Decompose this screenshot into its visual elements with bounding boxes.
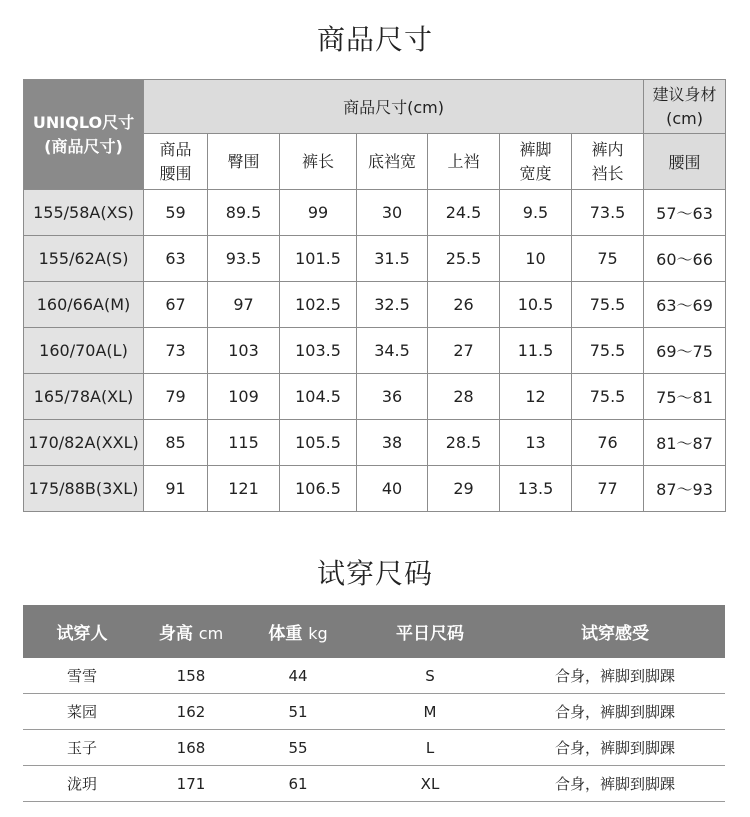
column-header-text: 裤内: [591, 139, 624, 159]
size-value-cell: 63～69: [644, 282, 726, 328]
size-value-cell: 75: [572, 236, 644, 282]
size-value-cell: 25.5: [428, 236, 500, 282]
size-value-cell: 103.5: [280, 328, 357, 374]
size-label-cell: 160/66A(M): [24, 282, 144, 328]
column-header: [208, 134, 280, 190]
size-value-cell: 27: [428, 328, 500, 374]
size-value-cell: 32.5: [357, 282, 428, 328]
column-header: [280, 134, 357, 190]
trial-cell-weight: 51: [288, 702, 308, 721]
size-value-cell: 75.5: [572, 374, 644, 420]
size-value-cell: 75.5: [572, 328, 644, 374]
size-value-cell: 77: [572, 466, 644, 512]
size-value-cell: 89.5: [208, 190, 280, 236]
size-value-cell: 57～63: [644, 190, 726, 236]
column-header-text: 臀围: [227, 151, 260, 171]
size-value-cell: 101.5: [280, 236, 357, 282]
size-row: [24, 190, 726, 236]
header-weight-label: 体重: [268, 624, 303, 644]
size-value-cell: 69～75: [644, 328, 726, 374]
header-height-unit: cm: [198, 624, 224, 643]
header-height: [141, 619, 241, 644]
size-value-cell: 81～87: [644, 420, 726, 466]
trial-cell-weight: 55: [288, 738, 308, 757]
trial-row: [23, 694, 725, 730]
trial-cell-feel: 合身，裤脚到脚踝: [554, 775, 675, 793]
brand-size-header: [24, 80, 144, 190]
size-value-cell: 63: [144, 236, 208, 282]
brand-size-header-line2: (商品尺寸): [44, 136, 123, 156]
size-value-cell: 109: [208, 374, 280, 420]
size-value-cell: 36: [357, 374, 428, 420]
size-value-cell: 28.5: [428, 420, 500, 466]
trial-cell-weight: 44: [288, 666, 308, 685]
size-label-cell: 175/88B(3XL): [24, 466, 144, 512]
trial-cell-size: S: [425, 666, 435, 685]
size-value-cell: 12: [500, 374, 572, 420]
header-fit-feeling: 试穿感受: [581, 624, 649, 644]
size-value-cell: 10.5: [500, 282, 572, 328]
size-value-cell: 104.5: [280, 374, 357, 420]
size-value-cell: 29: [428, 466, 500, 512]
size-value-cell: 30: [357, 190, 428, 236]
brand-size-header-line1: UNIQLO尺寸: [32, 112, 135, 132]
size-label-cell: 155/62A(S): [24, 236, 144, 282]
size-value-cell: 85: [144, 420, 208, 466]
header-usual-size: 平日尺码: [396, 624, 464, 644]
size-value-cell: 75.5: [572, 282, 644, 328]
trial-cell-person: 玉子: [66, 739, 97, 757]
trial-cell-size: XL: [420, 774, 440, 793]
size-value-cell: 75～81: [644, 374, 726, 420]
column-header-text: 腰围: [159, 163, 192, 183]
size-row: [24, 282, 726, 328]
column-header: [144, 134, 208, 190]
column-header-text: 上裆: [447, 151, 480, 171]
size-value-cell: 121: [208, 466, 280, 512]
trial-row: [23, 658, 725, 694]
size-value-cell: 67: [144, 282, 208, 328]
size-value-cell: 24.5: [428, 190, 500, 236]
size-value-cell: 93.5: [208, 236, 280, 282]
size-value-cell: 13: [500, 420, 572, 466]
size-label-cell: 155/58A(XS): [24, 190, 144, 236]
trial-row: [23, 730, 725, 766]
trial-cell-height: 171: [176, 774, 206, 793]
size-value-cell: 73: [144, 328, 208, 374]
size-value-cell: 76: [572, 420, 644, 466]
trial-cell-person: 菜园: [66, 703, 97, 721]
column-header-text: 裆长: [591, 163, 624, 183]
size-value-cell: 79: [144, 374, 208, 420]
size-value-cell: 103: [208, 328, 280, 374]
size-row: [24, 466, 726, 512]
size-value-cell: 60～66: [644, 236, 726, 282]
size-chart-table: [23, 79, 726, 512]
column-header: [428, 134, 500, 190]
size-value-cell: 38: [357, 420, 428, 466]
size-value-cell: 106.5: [280, 466, 357, 512]
size-value-cell: 91: [144, 466, 208, 512]
size-label-cell: 160/70A(L): [24, 328, 144, 374]
trial-size-title: 试穿尺码: [316, 557, 433, 590]
trial-cell-person: 泷玥: [66, 775, 97, 793]
size-value-cell: 11.5: [500, 328, 572, 374]
trial-table-header: [23, 605, 725, 658]
size-label-cell: 165/78A(XL): [24, 374, 144, 420]
size-value-cell: 73.5: [572, 190, 644, 236]
trial-row: [23, 766, 725, 802]
trial-cell-size: L: [425, 738, 435, 757]
header-height-label: 身高: [158, 624, 193, 644]
size-value-cell: 99: [280, 190, 357, 236]
column-header: [500, 134, 572, 190]
size-value-cell: 87～93: [644, 466, 726, 512]
size-value-cell: 31.5: [357, 236, 428, 282]
header-weight-unit: kg: [308, 624, 328, 643]
size-value-cell: 97: [208, 282, 280, 328]
trial-table: [23, 605, 725, 802]
column-header-text: 商品: [159, 139, 192, 159]
column-header-text: 裤长: [301, 151, 334, 171]
size-row: [24, 328, 726, 374]
size-chart-title: 商品尺寸: [316, 23, 433, 56]
trial-cell-weight: 61: [288, 774, 308, 793]
size-value-cell: 26: [428, 282, 500, 328]
size-value-cell: 9.5: [500, 190, 572, 236]
size-value-cell: 10: [500, 236, 572, 282]
size-value-cell: 115: [208, 420, 280, 466]
header-weight: [241, 619, 355, 644]
size-row: [24, 374, 726, 420]
trial-cell-height: 168: [176, 738, 206, 757]
product-size-group-header: 商品尺寸(cm): [144, 80, 644, 134]
column-header: [357, 134, 428, 190]
trial-cell-feel: 合身，裤脚到脚踝: [554, 703, 675, 721]
size-row: [24, 420, 726, 466]
column-header: [572, 134, 644, 190]
column-header-text: 底裆宽: [367, 151, 416, 171]
size-value-cell: 40: [357, 466, 428, 512]
size-row: [24, 236, 726, 282]
column-header-text: 裤脚: [519, 139, 552, 159]
size-value-cell: 28: [428, 374, 500, 420]
size-label-cell: 170/82A(XXL): [24, 420, 144, 466]
size-value-cell: 105.5: [280, 420, 357, 466]
header-person: 试穿人: [56, 624, 108, 644]
trial-cell-feel: 合身，裤脚到脚踝: [554, 667, 675, 685]
suggested-body-header-line2: (cm): [666, 108, 703, 128]
size-value-cell: 13.5: [500, 466, 572, 512]
column-header-text: 宽度: [519, 163, 552, 183]
trial-cell-height: 158: [176, 666, 206, 685]
size-value-cell: 102.5: [280, 282, 357, 328]
size-value-cell: 34.5: [357, 328, 428, 374]
trial-cell-height: 162: [176, 702, 206, 721]
size-value-cell: 59: [144, 190, 208, 236]
column-header-text: 腰围: [668, 153, 701, 172]
trial-cell-size: M: [423, 702, 437, 721]
trial-cell-person: 雪雪: [66, 667, 97, 685]
suggested-body-header-line1: 建议身材: [652, 84, 717, 104]
trial-cell-feel: 合身，裤脚到脚踝: [554, 739, 675, 757]
column-header: [644, 134, 726, 190]
suggested-body-header: [644, 80, 726, 134]
